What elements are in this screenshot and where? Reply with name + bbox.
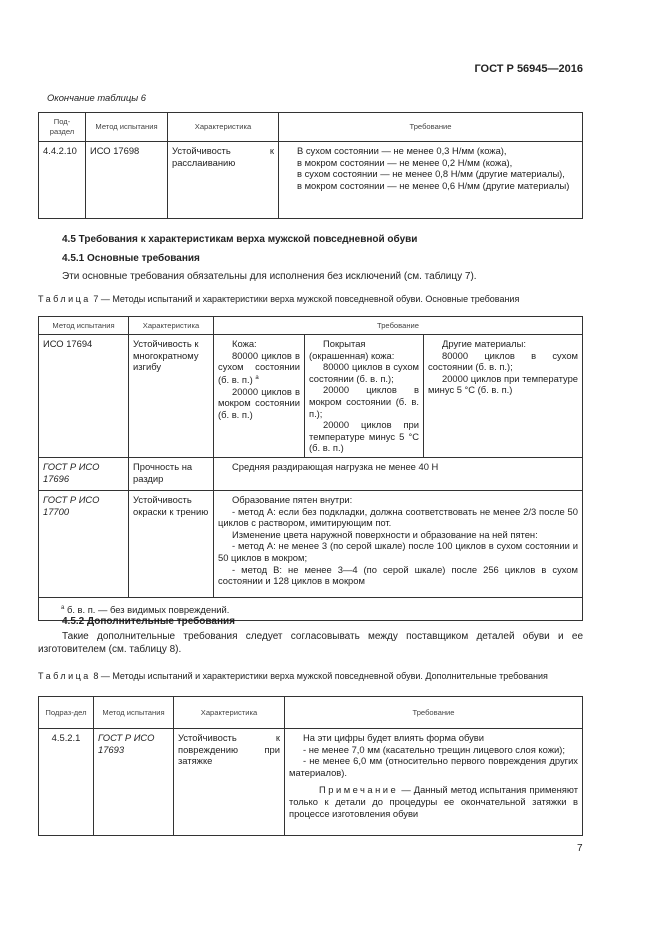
page-number: 7 (577, 843, 583, 854)
cell-characteristic: Устойчивость к многократному изгибу (129, 335, 214, 458)
req-line: в мокром состоянии — не менее 0,2 Н/мм (кожа), (297, 156, 513, 168)
req-line: Кожа: (232, 338, 257, 349)
col-header: Под-раздел (39, 113, 86, 142)
table-row (39, 335, 583, 458)
req-line: На эти цифры будет влиять форма обуви (303, 732, 485, 743)
table-row (39, 142, 583, 219)
col-header: Характеристика (129, 317, 214, 335)
cell-method: ГОСТ Р ИСО 17693 (94, 729, 174, 836)
cell-requirement-leather (214, 335, 305, 458)
note-label: Примечание (319, 784, 399, 796)
req-line: 20000 циклов при температуре минус 5 °С (б. в. п.) (309, 419, 419, 454)
col-header: Подраз-дел (39, 697, 94, 729)
table-row (39, 490, 583, 597)
cell-requirement-coated (305, 335, 424, 458)
req-line: - метод А: если без подкладки, должна соответствовать не менее 2/3 после 50 циклов с раствором, имитирующим пот. (218, 505, 578, 529)
cell-subsection: 4.5.2.1 (39, 729, 94, 836)
req-line: Изменение цвета наружной поверхности и образование на ней пятен: (232, 528, 538, 540)
col-header: Метод испытания (94, 697, 174, 729)
req-line: - метод А: не менее 3 (по серой шкале) после 100 циклов в сухом состоянии и 50 циклов в мокром; (218, 540, 578, 563)
caption-text: 7 — Методы испытаний и характеристики верха мужской повседневной обуви. Основные требования (93, 294, 520, 304)
col-header: Требование (214, 317, 583, 335)
req-line: Другие материалы: (442, 338, 526, 349)
cell-requirement: Средняя раздирающая нагрузка не менее 40 Н (214, 457, 583, 490)
cell-method: ГОСТ Р ИСО 17700 (39, 490, 129, 597)
req-line: Образование пятен внутри: (232, 493, 353, 505)
col-header: Характеристика (168, 113, 279, 142)
cell-characteristic: Устойчивость окраски к трению (129, 490, 214, 597)
cell-characteristic: Прочность на раздир (129, 457, 214, 490)
note (289, 784, 578, 819)
caption-label: Таблица (38, 671, 91, 681)
req-line: В сухом состоянии — не менее 0,3 Н/мм (кожа), (297, 145, 507, 156)
cell-requirement-other (424, 335, 583, 458)
note-text: — Данный метод испытания применяют только к детали до процедуры ее окончательной затяжки в процессе изготовления обуви (289, 784, 578, 819)
cell-requirement (285, 729, 583, 836)
req-line: - метод В: не менее 3—4 (по серой шкале) после 256 циклов в сухом состоянии и 128 циклов в мокром (218, 563, 578, 587)
req-line: в сухом состоянии — не менее 0,8 Н/мм (другие материалы), (297, 168, 565, 180)
caption-label: Таблица (38, 294, 91, 304)
cell-subsection: 4.4.2.10 (39, 142, 86, 219)
col-header: Характеристика (174, 697, 285, 729)
subsection-heading: 4.5.2 Дополнительные требования (62, 616, 236, 627)
req-line: Покрытая (окрашенная) кожа: (309, 338, 395, 361)
col-header: Метод испытания (39, 317, 129, 335)
req-line: - не менее 6,0 мм (относительно первого повреждения других материалов). (289, 755, 578, 778)
table7-caption (38, 294, 519, 306)
cell-characteristic: Устойчивость к повреждению при затяжке (174, 729, 285, 836)
req-line: - не менее 7,0 мм (касательно трещин лицевого слоя кожи); (303, 743, 565, 755)
req-line: 20000 циклов в мокром состоянии (б. в. п.); (309, 384, 419, 419)
cell-method: ИСО 17694 (39, 335, 129, 458)
cell-requirement (214, 490, 583, 597)
req-line: в мокром состоянии — не менее 0,6 Н/мм (другие материалы) (297, 179, 570, 191)
col-header: Метод испытания (86, 113, 168, 142)
caption-text: 8 — Методы испытаний и характеристики верха мужской повседневной обуви. Дополнительные требования (93, 671, 548, 681)
table-row (39, 457, 583, 490)
table-6 (38, 112, 583, 219)
req-line: 20000 циклов в мокром состоянии (б. в. п.) (218, 385, 300, 420)
table6-continuation: Окончание таблицы 6 (47, 92, 146, 103)
subsection-heading: 4.5.1 Основные требования (62, 253, 200, 264)
table8-caption (38, 670, 583, 682)
paragraph: Такие дополнительные требования следует согласовывать между поставщиком деталей обуви и ее изготовителем (см. таблицу 8). (38, 631, 583, 655)
paragraph: Эти основные требования обязательны для исполнения без исключений (см. таблицу 7). (62, 271, 477, 282)
cell-characteristic: Устойчивость к расслаиванию (168, 142, 279, 219)
col-header: Требование (285, 697, 583, 729)
cell-method: ГОСТ Р ИСО 17696 (39, 457, 129, 490)
req-line: 80000 циклов в сухом состоянии (б. в. п.); (428, 349, 578, 373)
req-line: 80000 циклов в сухом состоянии (б. в. п.) (218, 349, 300, 385)
cell-method: ИСО 17698 (86, 142, 168, 219)
table-7 (38, 316, 583, 621)
req-line: 80000 циклов в сухом состоянии (б. в. п.); (309, 361, 419, 384)
cell-requirement (279, 142, 583, 219)
footnote-text: б. в. п. — без видимых повреждений. (66, 603, 230, 615)
table-row (39, 729, 583, 836)
col-header: Требование (279, 113, 583, 142)
req-line: 20000 циклов при температуре минус 5 °С (б. в. п.) (428, 372, 578, 396)
footnote-ref: a (255, 374, 259, 381)
footnote-mark: a (61, 604, 65, 611)
document-code: ГОСТ Р 56945—2016 (474, 63, 583, 75)
table-8 (38, 696, 583, 836)
section-heading: 4.5 Требования к характеристикам верха мужской повседневной обуви (62, 234, 418, 245)
